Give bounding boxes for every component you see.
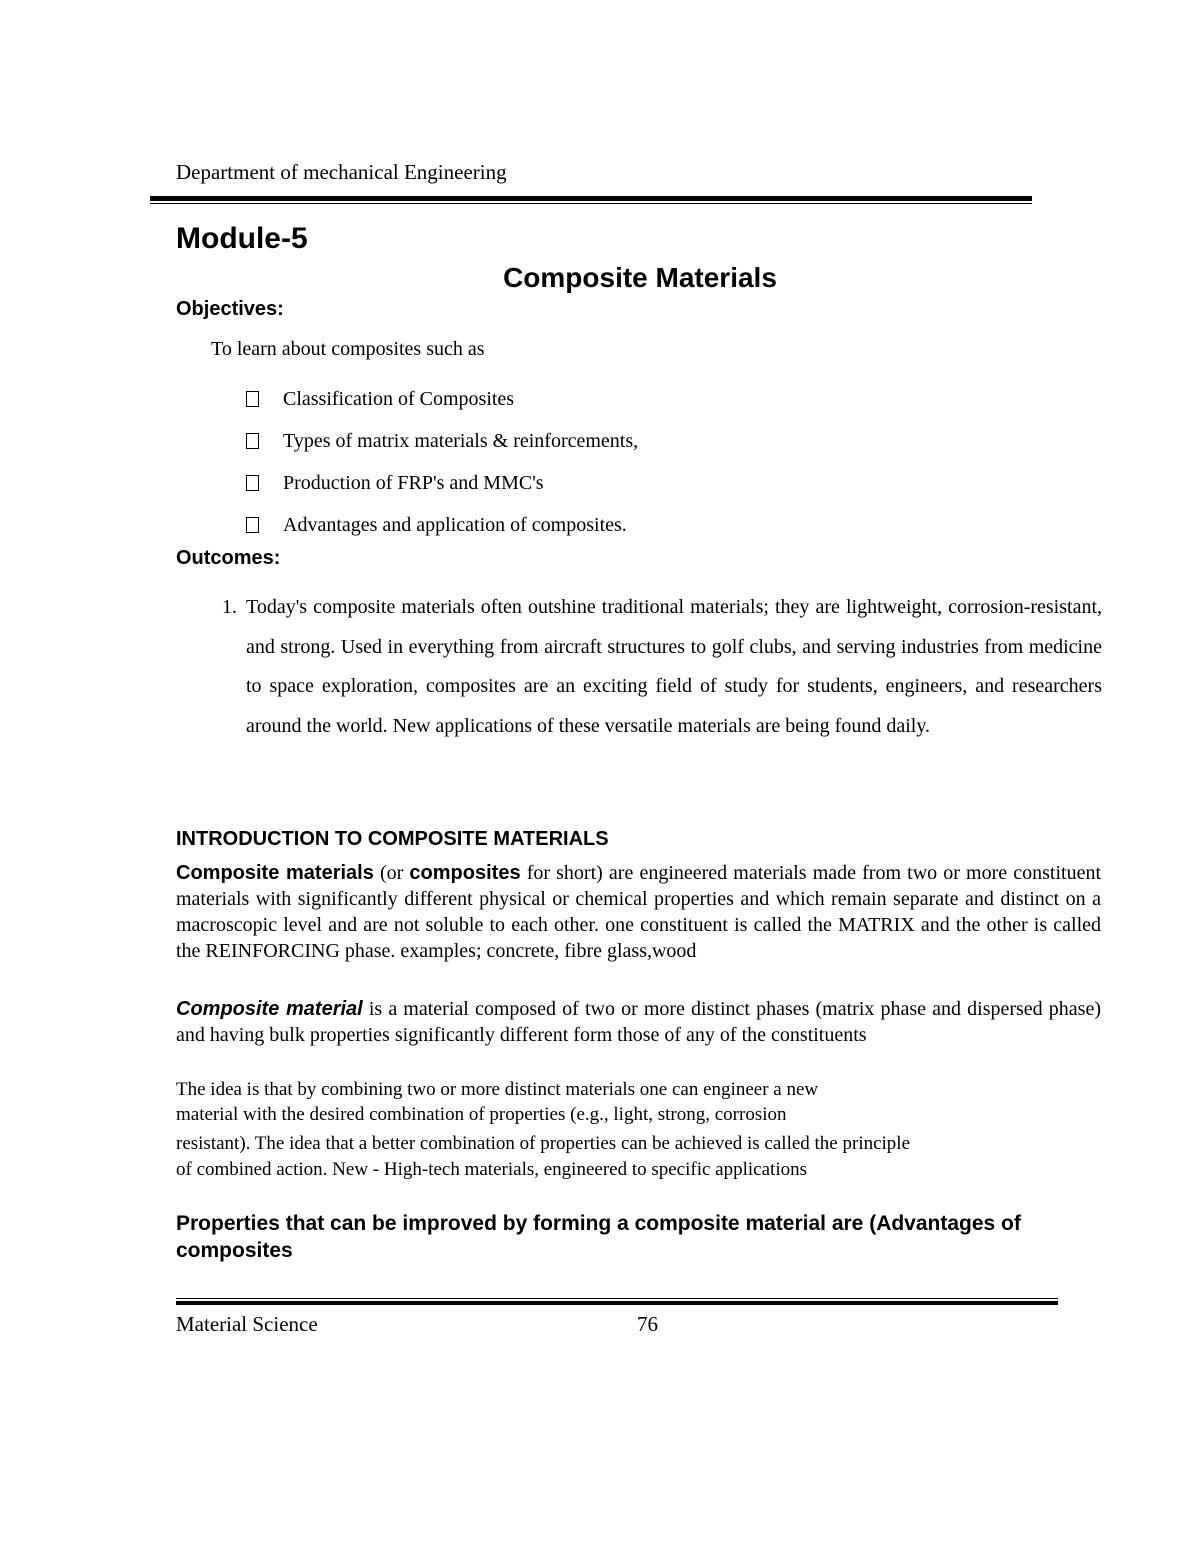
term-composites: composites — [409, 862, 521, 884]
objective-text: Production of FRP's and MMC's — [283, 471, 544, 494]
p1-rest: for short) are engineered materials made from two or more constituent materials with significantly different physical or chemical properties and which remain separate and distinct on a macroscopic level and are not soluble to each other. one constituent is called the MATRIX and the other is called the REINFORCING phase. examples; concrete, fibre glass,wood — [176, 862, 1102, 962]
footer-rule-thick — [176, 1301, 1058, 1305]
document-title: Composite Materials — [503, 262, 777, 293]
intro-paragraph-2 — [176, 996, 1101, 1048]
p1-open: (or — [373, 862, 410, 884]
objectives-intro: To learn about composites such as — [211, 338, 485, 360]
module-title: Module-5 — [176, 222, 308, 255]
term-composite-material: Composite material — [176, 998, 363, 1020]
objective-text: Classification of Composites — [283, 387, 515, 410]
p2-rest: is a material composed of two or more distinct phases (matrix phase and dispersed phase) and having bulk properties significantly different form those of any of the constituents — [176, 998, 1102, 1046]
objectives-list — [246, 378, 638, 546]
bullet-box-icon — [246, 433, 259, 449]
footer-rule-thin — [176, 1298, 1058, 1299]
page-number: 76 — [637, 1312, 658, 1336]
list-item — [246, 420, 638, 462]
objective-text: Types of matrix materials & reinforcements, — [283, 429, 639, 452]
bullet-box-icon — [246, 475, 259, 491]
footer-course: Material Science — [176, 1312, 318, 1336]
outcomes-heading: Outcomes: — [176, 547, 281, 569]
list-item — [246, 504, 638, 546]
intro-line-3: resistant). The idea that a better combination of properties can be achieved is called the principle — [176, 1133, 911, 1154]
introduction-heading: INTRODUCTION TO COMPOSITE MATERIALS — [176, 828, 609, 850]
list-item — [246, 462, 638, 504]
intro-line-2: material with the desired combination of properties (e.g., light, strong, corrosion — [176, 1104, 787, 1125]
outcome-number: 1. — [222, 596, 237, 618]
outcome-item — [222, 588, 1102, 746]
header-rule-thick — [150, 196, 1032, 201]
intro-line-1: The idea is that by combining two or more distinct materials one can engineer a new — [176, 1079, 819, 1100]
outcome-text: Today's composite materials often outshine traditional materials; they are lightweight, corrosion-resistant, and strong. Used in everything from aircraft structures to golf clubs, and serving industries from medicine to space exploration, composites are an exciting field of study for students, engineers, and researchers around the world. New applications of these versatile materials are being found daily. — [246, 596, 1102, 737]
properties-heading: Properties that can be improved by forming a composite material are (Advantages of composites — [176, 1212, 1021, 1262]
header-rule-thin — [150, 203, 1032, 204]
bullet-box-icon — [246, 517, 259, 533]
objectives-heading: Objectives: — [176, 298, 284, 320]
term-composite-materials: Composite materials — [176, 862, 374, 884]
bullet-box-icon — [246, 391, 259, 407]
intro-line-4: of combined action. New - High-tech materials, engineered to specific applications — [176, 1159, 807, 1180]
objective-text: Advantages and application of composites. — [283, 513, 627, 536]
list-item — [246, 378, 638, 420]
intro-paragraph-1 — [176, 860, 1101, 964]
running-header: Department of mechanical Engineering — [176, 160, 507, 184]
